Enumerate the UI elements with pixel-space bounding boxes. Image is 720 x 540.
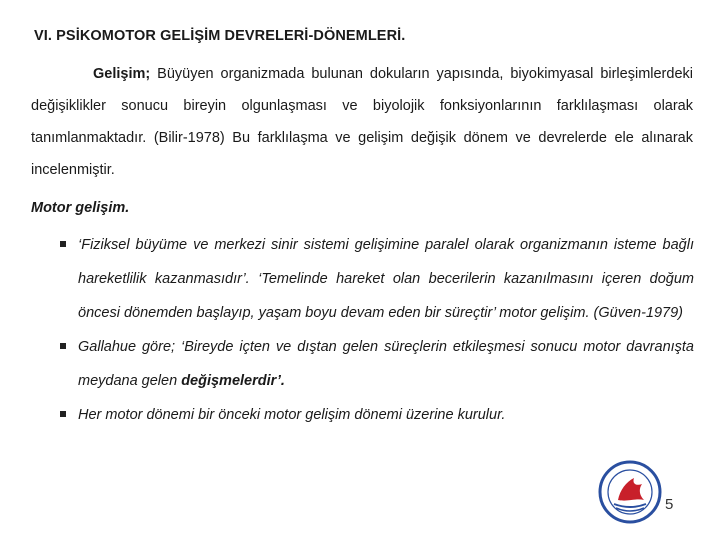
list-item: Her motor dönemi bir önceki motor gelişim dönemi üzerine kurulur. (60, 398, 694, 432)
list-item: Gallahue göre; ‘Bireyde içten ve dıştan gelen süreçlerin etkileşmesi sonucu motor davranışta meydana gelen değişmelerdir’. (60, 330, 694, 398)
bullet-list (60, 228, 694, 432)
section-heading: Motor gelişim. (31, 200, 130, 216)
university-seal-icon (598, 460, 662, 524)
intro-paragraph (31, 58, 693, 186)
page-title: VI. PSİKOMOTOR GELİŞİM DEVRELERİ-DÖNEMLERİ. (34, 28, 406, 44)
bold-phrase: değişmelerdir’. (181, 373, 285, 389)
page-number: 5 (665, 496, 674, 513)
intro-text: Büyüyen organizmada bulunan dokuların yapısında, biyokimyasal birleşimlerdeki değişiklikler sonucu bireyin olgunlaşması ve biyolojik fonksiyonlarının farklılaşması olarak tanımlanmaktadır. (Bilir-1978) Bu farklılaşma ve gelişim değişik dönem ve devrelerde ele alınarak incelenmiştir. (31, 66, 693, 178)
intro-term: Gelişim; (93, 66, 151, 82)
list-item: ‘Fiziksel büyüme ve merkezi sinir sistemi gelişimine paralel olarak organizmanın isteme bağlı hareketlilik kazanmasıdır’. ‘Temelinde hareket olan becerilerin kazanılmasını içeren doğum öncesi dönemden başlayıp, yaşam boyu devam eden bir süreçtir’ motor gelişim. (Güven-1979) (60, 228, 694, 330)
